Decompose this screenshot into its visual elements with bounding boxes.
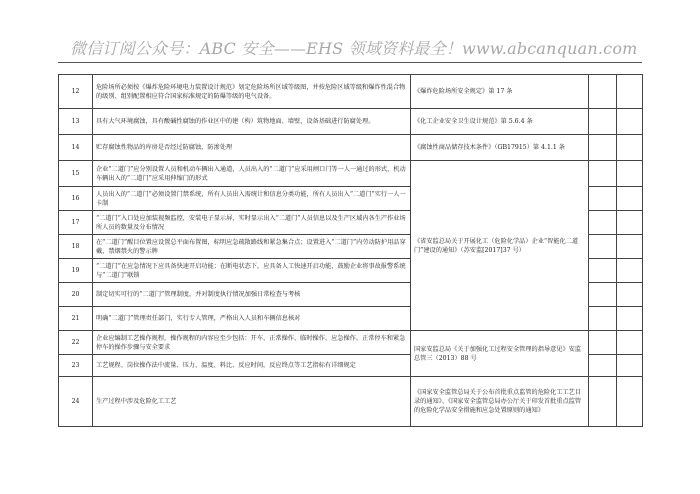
empty-cell — [589, 307, 617, 331]
empty-cell — [617, 161, 643, 187]
check-item: “二道门”在应急情况下应具备快速开启功能；在断电状态下，应具备人工快速开启功能，鼓励企业将事故报警系统与“二道门”联锁 — [93, 259, 411, 283]
check-item: 工艺规程、岗位操作法中流量、压力、温度、料比、反应时间，反应终点等工艺指标有详细规定 — [93, 355, 411, 377]
row-number: 16 — [59, 187, 93, 211]
watermark-banner: 微信订阅公众号：ABC 安全——EHS 领域资料最全！www.abcanquan.com — [70, 39, 638, 58]
empty-cell — [589, 331, 617, 355]
table-row — [59, 377, 643, 427]
empty-cell — [617, 187, 643, 211]
empty-cell — [589, 377, 617, 427]
checklist-table — [58, 74, 643, 427]
table-row — [59, 161, 643, 187]
check-item: 生产过程中涉及危险化工工艺 — [93, 377, 411, 427]
check-item: “二道门”入口处应加装视频监控，安装电子显示屏，实时显示出入“二道门”人员信息以及生产区域内各生产作业场所人员的数量及分布情况 — [93, 211, 411, 235]
empty-cell — [617, 75, 643, 109]
empty-cell — [617, 331, 643, 355]
empty-cell — [589, 161, 617, 187]
basis-cell: 《爆炸危险场所安全规定》第 17 条 — [411, 75, 589, 109]
empty-cell — [617, 109, 643, 135]
empty-cell — [617, 355, 643, 377]
row-number: 22 — [59, 331, 93, 355]
table-row — [59, 135, 643, 161]
row-number: 14 — [59, 135, 93, 161]
empty-cell — [589, 109, 617, 135]
check-item: 危险场所必须按《爆炸危险环境电力装置设计规范》划定危险场所区域等级图，并按危险区域等级和爆炸性混合物的级别、组别配置相应符合国家标准规定的防爆等级的电气设备。 — [93, 75, 411, 109]
row-number: 23 — [59, 355, 93, 377]
row-number: 24 — [59, 377, 93, 427]
empty-cell — [617, 211, 643, 235]
check-item: 制定切实可行的“二道门”管理制度，并对制度执行情况加强日常检查与考核 — [93, 283, 411, 307]
basis-cell: 《腐蚀性商品储存技术条件》（GB17915）第 4.1.1 条 — [411, 135, 589, 161]
row-number: 21 — [59, 307, 93, 331]
row-number: 17 — [59, 211, 93, 235]
row-number: 13 — [59, 109, 93, 135]
check-item: 贮存腐蚀性物品的库房是否经过防腐蚀，防渗处理 — [93, 135, 411, 161]
check-item: 人员出入的“二道门”必须设置门禁系统，所有人员出入需统计和信息分类功能，所有人员出入“二道门”实行一人一卡制 — [93, 187, 411, 211]
empty-cell — [589, 187, 617, 211]
basis-cell: 《化工企业安全卫生设计规范》第 5.6.4 条 — [411, 109, 589, 135]
check-item: 具有大气环境腐蚀，具有酸碱性腐蚀的作业区中的建（构）筑物地面、墙壁、设备基础进行防腐处理。 — [93, 109, 411, 135]
basis-cell: 《国家安全监管总局关于公布首批重点监管的危险化工工艺目录的通知》、《国家安全监管总局办公厅关于印发首批重点监管的危险化学品安全措施和应急处置原则的通知》 — [411, 377, 589, 427]
row-number: 19 — [59, 259, 93, 283]
empty-cell — [617, 377, 643, 427]
empty-cell — [589, 283, 617, 307]
empty-cell — [589, 235, 617, 259]
table-row — [59, 75, 643, 109]
check-item: 明确“二道门”管理责任部门，实行专人管理，严格出入人员和车辆信息核对 — [93, 307, 411, 331]
empty-cell — [617, 235, 643, 259]
table-row — [59, 331, 643, 355]
row-number: 18 — [59, 235, 93, 259]
basis-cell-er-dao-men: 《省安监总局关于开展化工（危险化学品）企业“智能化二道门”建设的通知》（苏安监[2017]37 号） — [411, 161, 589, 331]
empty-cell — [617, 135, 643, 161]
empty-cell — [617, 259, 643, 283]
check-item: 企业应编制工艺操作规程，操作规程的内容应至少包括：开车、正常操作、临时操作、应急操作、正常停车和紧急停车的操作步骤与安全要求 — [93, 331, 411, 355]
table-row — [59, 109, 643, 135]
empty-cell — [589, 211, 617, 235]
row-number: 12 — [59, 75, 93, 109]
check-item: 在“二道门”醒目位置应设置总平面布置图，标明应急疏散路线和紧急集合点；设置进入“二道门”内劳动防护用品穿戴、禁烟禁火的警示牌 — [93, 235, 411, 259]
empty-cell — [617, 307, 643, 331]
empty-cell — [589, 135, 617, 161]
basis-cell-gong-yi: 国家安监总局《关于加强化工过程安全管理的指导意见》安监总管三（2013）88 号 — [411, 331, 589, 377]
empty-cell — [589, 355, 617, 377]
empty-cell — [589, 259, 617, 283]
row-number: 15 — [59, 161, 93, 187]
row-number: 20 — [59, 283, 93, 307]
empty-cell — [589, 75, 617, 109]
empty-cell — [617, 283, 643, 307]
header-divider — [58, 62, 642, 63]
check-item: 企业“二道门”应分别设置人员和机动车辆出入通道，人员出入的“二道门”应采用闸口门等一人一通过的形式，机动车辆出入的“二道门”应采用伸缩门的形式 — [93, 161, 411, 187]
